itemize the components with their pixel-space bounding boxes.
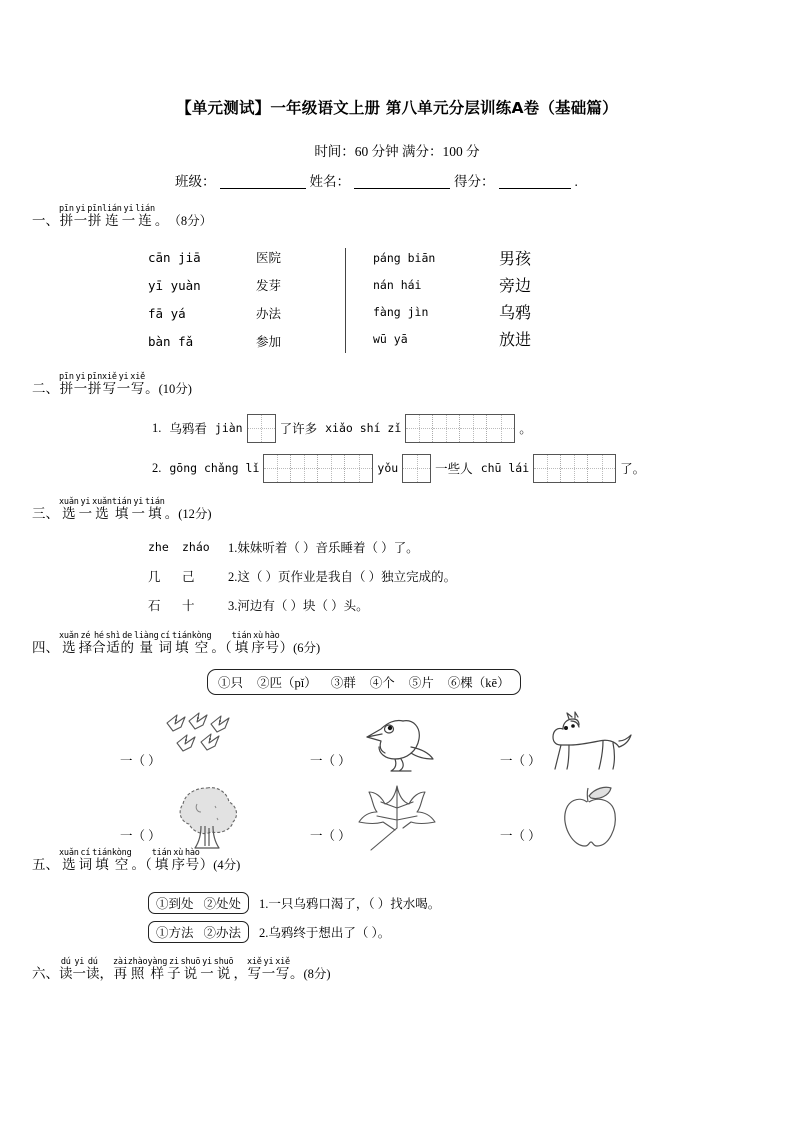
ruby-hanzi: 号 xyxy=(265,640,279,655)
section-points: (12分) xyxy=(178,507,212,521)
ex1-word-item[interactable]: 医院 xyxy=(256,251,282,265)
ex5-row xyxy=(148,917,440,946)
ex5-word-option[interactable]: ①到处 xyxy=(156,896,194,911)
ex1-pinyin-item[interactable]: nán hái xyxy=(373,277,422,292)
ruby-hanzi: ） xyxy=(279,640,294,655)
ruby-hanzi: 一 xyxy=(73,213,88,228)
ruby-pinyin: shì xyxy=(105,631,121,641)
ruby-hanzi: 拼 xyxy=(59,213,74,228)
ex4-answer-blank[interactable]: 一（ ） xyxy=(310,754,351,768)
ex2-row2-end: 了。 xyxy=(620,462,646,476)
ex1-match-row xyxy=(372,272,600,297)
ruby-hanzi: 词 xyxy=(158,640,173,655)
ruby-hanzi: 适 xyxy=(106,640,120,655)
ex1-match-row xyxy=(148,327,358,355)
ruby-hanzi: 拼 xyxy=(59,381,74,396)
ruby-char xyxy=(92,849,112,873)
ex2-row1-end: 。 xyxy=(519,422,532,436)
ex4-measure-word-option[interactable]: ②匹（pǐ） xyxy=(257,676,317,690)
ruby-char xyxy=(159,632,173,656)
ruby-hanzi: 。（ xyxy=(131,857,152,872)
ex1-right-column xyxy=(370,243,602,353)
ruby-char xyxy=(59,958,73,982)
ex3-choice-1[interactable]: zhe xyxy=(148,539,169,554)
ruby-char xyxy=(59,205,74,229)
ex2-row1-number: 1. xyxy=(152,420,162,435)
ruby-hanzi: ， xyxy=(233,966,247,981)
ex1-word-item[interactable]: 办法 xyxy=(256,307,282,321)
section-heading-4 xyxy=(32,632,320,656)
ex4-picture-row xyxy=(120,704,690,779)
ex1-match-row xyxy=(372,245,600,270)
ex2-row2-number: 2. xyxy=(152,460,162,475)
ruby-char xyxy=(59,632,79,656)
score-blank[interactable] xyxy=(499,188,571,189)
apple-picture xyxy=(541,782,633,854)
ruby-char xyxy=(145,498,165,522)
ex4-measure-word-option[interactable]: ④个 xyxy=(369,676,395,690)
ruby-pinyin: lián xyxy=(102,204,122,214)
ruby-char xyxy=(112,498,132,522)
ruby-hanzi: 填 xyxy=(114,506,129,521)
ruby-char xyxy=(59,849,79,873)
ex1-match-row xyxy=(148,299,358,327)
ruby-pinyin: hào xyxy=(264,631,280,641)
ex1-word-item[interactable]: 参加 xyxy=(256,335,282,349)
ex4-measure-word-option[interactable]: ③群 xyxy=(330,676,356,690)
section-punct: 。 xyxy=(289,966,304,981)
ex3-row xyxy=(148,590,456,619)
ruby-pinyin: zhào xyxy=(127,957,148,967)
ruby-char xyxy=(167,958,181,982)
ex4-picture-item xyxy=(120,779,310,854)
ruby-pinyin: pīn xyxy=(59,204,74,214)
ruby-char xyxy=(181,958,201,982)
tree-picture xyxy=(161,782,253,854)
ex2-row-1 xyxy=(148,408,649,448)
name-blank[interactable] xyxy=(354,188,450,189)
ruby-hanzi: 写 xyxy=(247,966,262,981)
ruby-char xyxy=(59,373,74,397)
ruby-pinyin: tián xyxy=(172,631,192,641)
ex4-measure-word-option[interactable]: ①只 xyxy=(218,676,244,690)
ruby-hanzi: 照 xyxy=(130,966,145,981)
ex4-picture-row xyxy=(120,779,690,854)
ex4-picture-item xyxy=(120,704,310,779)
ruby-hanzi: 合 xyxy=(92,640,106,655)
ruby-pinyin: yi xyxy=(133,497,144,507)
ruby-pinyin: yi xyxy=(75,372,86,382)
section-heading-2 xyxy=(32,373,192,397)
ruby-pinyin: pīn xyxy=(59,372,74,382)
ruby-hanzi: 一 xyxy=(200,966,214,981)
ex3-row xyxy=(148,532,456,561)
ruby-pinyin: xuǎn xyxy=(59,848,79,858)
class-label: 班级： xyxy=(175,174,216,189)
ruby-hanzi: 填 xyxy=(95,857,109,872)
ruby-pinyin: yi xyxy=(123,204,134,214)
section-number: 四、 xyxy=(32,640,59,655)
ruby-char xyxy=(73,958,87,982)
ruby-pinyin: shuō xyxy=(180,957,201,967)
ruby-char xyxy=(59,498,79,522)
ruby-pinyin: hào xyxy=(184,848,200,858)
ruby-hanzi: 空 xyxy=(114,857,129,872)
crow-picture xyxy=(351,707,443,779)
section-points: (10分) xyxy=(158,382,192,396)
ruby-char xyxy=(265,632,280,656)
writing-grid-cell[interactable] xyxy=(460,415,487,442)
ruby-hanzi: 选 xyxy=(62,506,76,521)
ruby-char xyxy=(128,958,148,982)
ex2-row2-grid-1[interactable] xyxy=(263,454,373,483)
section-punct: 。 xyxy=(154,213,169,228)
section-number: 六、 xyxy=(32,966,59,981)
ruby-pinyin: xù xyxy=(253,631,263,641)
ex2-row2-pinyin-2: yǒu xyxy=(377,461,399,475)
ruby-pinyin: kòng xyxy=(191,631,212,641)
flock-of-birds-picture xyxy=(161,707,253,779)
section-number: 五、 xyxy=(32,857,59,872)
ex5-body xyxy=(148,888,440,946)
ruby-hanzi: 词 xyxy=(78,857,93,872)
writing-grid-cell[interactable] xyxy=(291,455,318,482)
section-number: 二、 xyxy=(32,381,59,396)
ruby-char xyxy=(251,632,265,656)
section-heading-1 xyxy=(32,205,212,229)
ruby-pinyin: xiě xyxy=(102,372,117,382)
ruby-pinyin: liàng xyxy=(133,631,159,641)
ruby-pinyin: shuō xyxy=(213,957,234,967)
ruby-char xyxy=(122,205,136,229)
ruby-pinyin: pīn xyxy=(87,204,103,214)
writing-grid-cell[interactable] xyxy=(561,455,588,482)
ruby-char xyxy=(74,205,88,229)
ruby-char xyxy=(172,632,192,656)
ex4-measure-word-option[interactable]: ⑥棵（kē） xyxy=(447,676,510,690)
ruby-pinyin: xuǎn xyxy=(59,497,79,507)
ruby-hanzi: 说 xyxy=(183,966,198,981)
ruby-char xyxy=(102,373,117,397)
ex3-choice-2[interactable]: 己 xyxy=(182,569,195,584)
ex2-body xyxy=(148,408,649,488)
ex2-row1-mid: 了许多 xyxy=(279,422,318,436)
writing-grid-cell[interactable] xyxy=(487,415,514,442)
section-heading-6 xyxy=(32,958,331,982)
ruby-hanzi: 选 xyxy=(62,857,76,872)
ruby-hanzi: 序 xyxy=(251,640,265,655)
ex4-answer-blank[interactable]: 一（ ） xyxy=(120,754,161,768)
ex2-row1-pinyin-2: xiǎo shí zǐ xyxy=(325,421,402,435)
ex2-row2-grid-2[interactable] xyxy=(402,454,431,483)
ex2-row2-pinyin-1: gōng chǎng lǐ xyxy=(169,461,260,475)
ruby-pinyin: xiě xyxy=(246,957,262,967)
ruby-pinyin: yi xyxy=(80,497,91,507)
section-points: (8分) xyxy=(303,967,331,981)
ruby-char xyxy=(79,632,93,656)
ex1-pinyin-item[interactable]: fā yá xyxy=(148,305,186,321)
ruby-char xyxy=(92,632,106,656)
ex2-row2-pinyin-3: chū lái xyxy=(480,461,530,475)
section-punct: 。 xyxy=(145,381,159,396)
ruby-hanzi: 拼 xyxy=(87,213,102,228)
ruby-char xyxy=(233,958,247,982)
ex2-row1-pre: 乌鸦看 xyxy=(169,422,207,436)
ruby-char xyxy=(214,958,234,982)
ruby-hanzi: ） xyxy=(199,857,214,872)
ruby-char xyxy=(211,632,231,656)
ruby-char xyxy=(134,632,159,656)
ruby-pinyin: yi xyxy=(118,372,129,382)
ruby-hanzi: 连 xyxy=(105,213,119,228)
ruby-hanzi: 的 xyxy=(120,640,134,655)
ruby-char xyxy=(120,632,134,656)
ruby-hanzi: 空 xyxy=(194,640,209,655)
ex3-sentence[interactable]: 3.河边有（ ）块（ ）头。 xyxy=(228,598,369,613)
writing-grid-cell[interactable] xyxy=(433,415,460,442)
ex1-match-row xyxy=(148,271,358,299)
ruby-pinyin: xiě xyxy=(130,372,146,382)
ruby-pinyin: yi xyxy=(75,204,86,214)
ex3-choice-2[interactable]: 十 xyxy=(182,598,195,613)
ex1-pinyin-item[interactable]: páng biān xyxy=(373,250,436,265)
ex1-word-item[interactable]: 放进 xyxy=(499,332,532,349)
ex4-picture-item xyxy=(310,704,500,779)
ruby-hanzi: 写 xyxy=(130,381,145,396)
ruby-pinyin: cí xyxy=(80,848,91,858)
ex2-row1-grid-2[interactable] xyxy=(405,414,515,443)
ex2-row-2 xyxy=(148,448,649,488)
ruby-hanzi: 一 xyxy=(116,381,131,396)
ruby-pinyin: cí xyxy=(160,631,171,641)
writing-grid-cell[interactable] xyxy=(403,455,430,482)
ex1-match-row xyxy=(372,299,600,324)
ex3-sentence[interactable]: 1.妹妹听着（ ）音乐睡着（ ）了。 xyxy=(228,540,419,555)
ruby-pinyin: yi xyxy=(263,957,274,967)
ruby-pinyin: yàng xyxy=(147,957,168,967)
ruby-hanzi: 号 xyxy=(185,857,200,872)
ruby-char xyxy=(117,373,131,397)
ruby-hanzi: 一 xyxy=(131,506,146,521)
ex2-row2-mid: 一些人 xyxy=(435,462,473,476)
ruby-pinyin: zé xyxy=(80,631,91,641)
ruby-hanzi: 读 xyxy=(86,966,100,981)
ruby-pinyin: pīn xyxy=(87,372,103,382)
ruby-hanzi: 连 xyxy=(138,213,152,228)
ex1-pinyin-item[interactable]: cān jiā xyxy=(148,249,201,265)
ruby-char xyxy=(113,958,128,982)
ruby-pinyin: tián xyxy=(111,497,132,507)
ex4-measure-word-option[interactable]: ⑤片 xyxy=(408,676,434,690)
ruby-hanzi: 。（ xyxy=(211,640,232,655)
section-number: 三、 xyxy=(32,506,59,521)
ruby-hanzi: ， xyxy=(99,966,113,981)
ruby-char xyxy=(262,958,276,982)
ruby-hanzi: 一 xyxy=(121,213,136,228)
ex3-body xyxy=(148,532,456,619)
ex2-row2-grid-3[interactable] xyxy=(533,454,616,483)
ex1-left-column xyxy=(148,243,358,355)
section-points: （8分） xyxy=(168,214,213,228)
ruby-char xyxy=(102,205,122,229)
ruby-char xyxy=(86,958,100,982)
ex5-word-option[interactable]: ②处处 xyxy=(203,896,242,911)
ruby-hanzi: 一 xyxy=(261,966,276,981)
ruby-char xyxy=(280,632,294,656)
ruby-char xyxy=(74,373,88,397)
ex1-match-row xyxy=(148,243,358,271)
writing-grid-cell[interactable] xyxy=(264,455,291,482)
ex5-option-box xyxy=(148,921,249,943)
ruby-pinyin: tián xyxy=(145,497,165,507)
ex5-word-option[interactable]: ②办法 xyxy=(203,925,242,940)
section-heading-3 xyxy=(32,498,212,522)
score-label: 得分： xyxy=(454,174,495,189)
ruby-char xyxy=(130,373,145,397)
ruby-pinyin: tián xyxy=(151,848,172,858)
ruby-char xyxy=(87,373,102,397)
ruby-pinyin: de xyxy=(122,631,133,641)
ex4-picture-item xyxy=(310,779,500,854)
ruby-pinyin: xuǎn xyxy=(59,631,79,641)
ruby-char xyxy=(135,205,155,229)
ex5-word-option[interactable]: ①方法 xyxy=(156,925,194,940)
ruby-hanzi: 写 xyxy=(102,381,117,396)
writing-grid-cell[interactable] xyxy=(588,455,615,482)
ex1-pinyin-item[interactable]: fàng jìn xyxy=(373,304,429,319)
horse-picture xyxy=(541,707,633,779)
ex4-answer-blank[interactable]: 一（ ） xyxy=(500,754,541,768)
ruby-char xyxy=(275,958,290,982)
ruby-pinyin: tián xyxy=(231,631,252,641)
student-info-line xyxy=(175,170,578,190)
ruby-hanzi: 填 xyxy=(154,857,169,872)
ruby-char xyxy=(232,632,252,656)
ruby-char xyxy=(79,849,93,873)
ruby-hanzi: 填 xyxy=(148,506,162,521)
writing-grid-cell[interactable] xyxy=(345,455,372,482)
ex1-pinyin-item[interactable]: wū yā xyxy=(373,331,408,346)
section-points: (6分) xyxy=(293,641,321,655)
ruby-char xyxy=(106,632,121,656)
ruby-hanzi: 选 xyxy=(95,506,109,521)
writing-grid-cell[interactable] xyxy=(406,415,433,442)
section-number: 一、 xyxy=(32,213,59,228)
ruby-hanzi: 序 xyxy=(171,857,185,872)
ruby-char xyxy=(79,498,93,522)
ex5-row xyxy=(148,888,440,917)
ruby-hanzi: 一 xyxy=(73,381,88,396)
ex5-sentence[interactable]: 2.乌鸦终于想出了（ ）。 xyxy=(259,925,391,940)
ruby-pinyin: zi xyxy=(168,957,179,967)
ruby-pinyin: xù xyxy=(173,848,184,858)
ruby-char xyxy=(132,498,146,522)
page-title: 【单元测试】一年级语文上册 第八单元分层训练A卷（基础篇） xyxy=(176,99,618,117)
ruby-pinyin: xuǎn xyxy=(92,497,112,507)
ruby-hanzi: 选 xyxy=(62,640,76,655)
ruby-hanzi: 读 xyxy=(59,966,73,981)
ex3-choice-2[interactable]: zháo xyxy=(182,539,210,554)
ex4-answer-blank[interactable]: 一（ ） xyxy=(500,829,541,843)
ex1-word-item[interactable]: 旁边 xyxy=(499,278,532,295)
ruby-char xyxy=(100,958,114,982)
ex2-row1-pinyin-1: jiàn xyxy=(214,421,243,435)
writing-grid-cell[interactable] xyxy=(248,415,275,442)
ruby-hanzi: 择 xyxy=(78,640,93,655)
ruby-hanzi: 再 xyxy=(113,966,128,981)
ruby-char xyxy=(200,958,214,982)
ruby-pinyin: lián xyxy=(135,204,155,214)
ex4-answer-blank[interactable]: 一（ ） xyxy=(120,829,161,843)
ruby-hanzi: 写 xyxy=(275,966,290,981)
exam-meta: 时间：60 分钟 满分：100 分 xyxy=(314,144,480,159)
section-punct: 。 xyxy=(164,506,179,521)
ruby-hanzi: 拼 xyxy=(87,381,102,396)
ruby-pinyin: hé xyxy=(94,631,104,641)
ruby-pinyin: kòng xyxy=(111,848,132,858)
trailing-dot: . xyxy=(574,174,578,189)
ex4-answer-blank[interactable]: 一（ ） xyxy=(310,829,351,843)
writing-grid-cell[interactable] xyxy=(318,455,345,482)
class-blank[interactable] xyxy=(220,188,306,189)
ruby-char xyxy=(192,632,212,656)
ex4-option-box xyxy=(207,669,521,695)
ruby-char xyxy=(87,205,102,229)
ex3-sentence[interactable]: 2.这（ ）页作业是我自（ ）独立完成的。 xyxy=(228,569,457,584)
ex4-picture-grid xyxy=(120,704,690,854)
ruby-pinyin: zài xyxy=(113,957,128,967)
name-label: 姓名： xyxy=(309,174,350,189)
ex1-word-item[interactable]: 男孩 xyxy=(499,251,532,268)
ruby-pinyin: yi xyxy=(202,957,212,967)
ruby-char xyxy=(247,958,262,982)
ex5-option-box xyxy=(148,892,249,914)
ex1-match-row xyxy=(372,326,600,351)
ex1-pinyin-item[interactable]: bàn fǎ xyxy=(148,333,194,349)
ex3-choice-1[interactable]: 几 xyxy=(148,569,161,584)
ex1-pinyin-item[interactable]: yī yuàn xyxy=(148,277,201,293)
ruby-pinyin: dú xyxy=(60,957,71,967)
ruby-pinyin: tián xyxy=(92,848,112,858)
ruby-pinyin: xiě xyxy=(275,957,290,967)
ex4-picture-item xyxy=(500,704,690,779)
ruby-hanzi: 量 xyxy=(139,640,153,655)
ruby-hanzi: 子 xyxy=(167,966,181,981)
ex3-row xyxy=(148,561,456,590)
ex2-row1-grid-1[interactable] xyxy=(247,414,276,443)
ex1-word-item[interactable]: 乌鸦 xyxy=(499,305,532,322)
ex3-choice-1[interactable]: 石 xyxy=(148,598,161,613)
ex5-sentence[interactable]: 1.一只乌鸦口渴了，（ ）找水喝。 xyxy=(259,896,441,911)
ruby-hanzi: 填 xyxy=(234,640,249,655)
ruby-hanzi: 样 xyxy=(150,966,165,981)
maple-leaf-picture xyxy=(351,782,443,854)
ex1-word-item[interactable]: 发芽 xyxy=(256,279,282,293)
ruby-pinyin: yi xyxy=(74,957,85,967)
section-points: (4分) xyxy=(213,858,241,872)
ruby-hanzi: 一 xyxy=(78,506,93,521)
ruby-char xyxy=(92,498,112,522)
ex1-column-divider xyxy=(345,248,346,353)
ex4-picture-item xyxy=(500,779,690,854)
ruby-hanzi: 说 xyxy=(216,966,231,981)
ruby-hanzi: 填 xyxy=(175,640,189,655)
ruby-hanzi: 一 xyxy=(72,966,86,981)
writing-grid-cell[interactable] xyxy=(534,455,561,482)
ruby-pinyin: dú xyxy=(87,957,98,967)
ruby-char xyxy=(147,958,167,982)
